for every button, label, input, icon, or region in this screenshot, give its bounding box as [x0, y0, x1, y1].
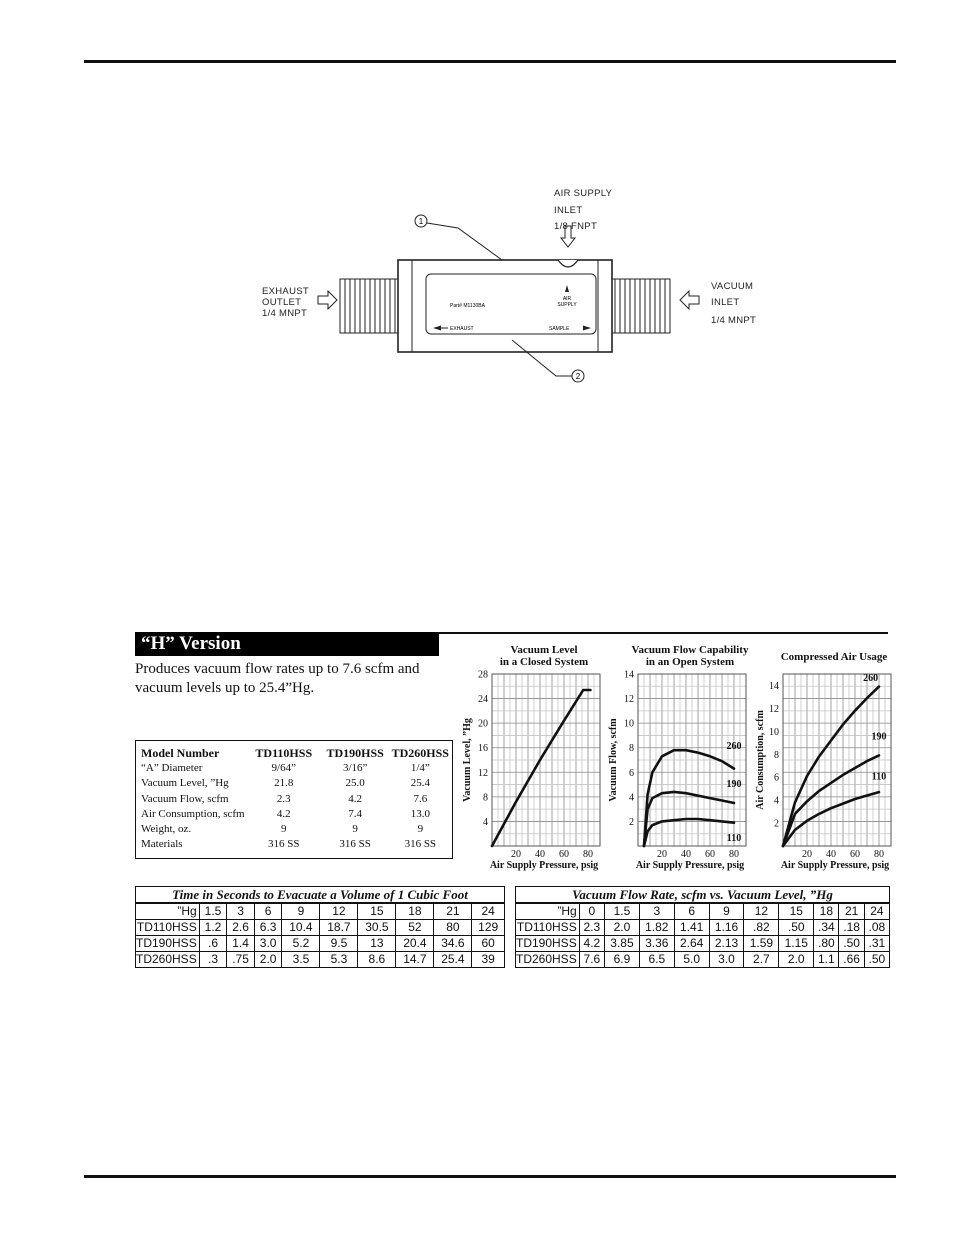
- evac-value-cell: .3: [199, 952, 227, 968]
- exhaust-line: 1/4 MNPT: [262, 308, 308, 319]
- evac-value-cell: 18.7: [320, 920, 358, 936]
- evac-value-cell: 2.6: [227, 920, 255, 936]
- evacuation-grid: [136, 903, 504, 967]
- x-axis-label: Air Supply Pressure, psig: [635, 860, 745, 871]
- spec-header-cell: TD190HSS: [326, 746, 384, 760]
- spec-cell: 316 SS: [339, 838, 371, 851]
- series-label: 110: [726, 833, 742, 845]
- x-tick-label: 80: [729, 849, 739, 860]
- flow-header-cell: 3: [639, 904, 674, 920]
- flow-value-cell: .50: [779, 920, 814, 936]
- evac-row: [136, 936, 504, 952]
- y-tick-label: 6: [774, 772, 779, 784]
- flow-value-cell: 6.5: [639, 952, 674, 968]
- flow-model-cell: TD260HSS: [516, 952, 579, 968]
- spec-cell: 9/64”: [271, 762, 296, 775]
- spec-cell: 7.4: [348, 807, 363, 820]
- flow-value-cell: 1.1: [814, 952, 839, 968]
- spec-cell: 21.8: [274, 777, 294, 790]
- flow-value-cell: 1.41: [674, 920, 709, 936]
- callout-2-text: 2: [575, 372, 581, 381]
- flow-grid: [516, 903, 889, 967]
- spec-cell: 4.2: [276, 807, 291, 820]
- flow-row: [516, 952, 889, 968]
- spec-header-cell: Model Number: [141, 746, 220, 760]
- flow-value-cell: 1.16: [709, 920, 744, 936]
- spec-cell: “A” Diameter: [141, 762, 203, 775]
- evac-value-cell: 20.4: [396, 936, 434, 952]
- spec-row: [141, 807, 452, 822]
- spec-cell: Materials: [141, 838, 183, 851]
- flow-header-cell: ”Hg: [516, 904, 579, 920]
- y-tick-label: 8: [629, 743, 634, 755]
- flow-value-cell: 6.9: [605, 952, 640, 968]
- evac-model-cell: TD260HSS: [136, 952, 199, 968]
- flow-header-cell: 15: [779, 904, 814, 920]
- flow-header-cell: 12: [744, 904, 779, 920]
- spec-row: [141, 776, 452, 791]
- evac-value-cell: 3.0: [254, 936, 282, 952]
- evac-value-cell: 9.5: [320, 936, 358, 952]
- evacuation-table-title: Time in Seconds to Evacuate a Volume of 1 Cubic Foot: [136, 887, 504, 903]
- flow-value-cell: .82: [744, 920, 779, 936]
- air-supply-line: AIR SUPPLY: [554, 188, 613, 199]
- evac-value-cell: 25.4: [434, 952, 472, 968]
- series-label: 260: [863, 672, 879, 684]
- spec-row: [141, 792, 452, 807]
- flow-value-cell: 4.2: [579, 936, 604, 952]
- evac-value-cell: 129: [472, 920, 504, 936]
- air-supply-label: [554, 186, 612, 236]
- y-tick-label: 2: [629, 816, 634, 828]
- vacuum-inlet-label: [711, 279, 756, 329]
- spec-cell: 316 SS: [268, 838, 300, 851]
- evac-value-cell: .6: [199, 936, 227, 952]
- evac-header-cell: 24: [472, 904, 504, 920]
- x-tick-label: 40: [681, 849, 691, 860]
- flow-header-cell: 24: [864, 904, 889, 920]
- vacuum-line: INLET: [711, 297, 740, 308]
- spec-cell: 9: [417, 823, 424, 836]
- evac-value-cell: 39: [472, 952, 504, 968]
- flow-model-cell: TD190HSS: [516, 936, 579, 952]
- evac-value-cell: 30.5: [358, 920, 396, 936]
- y-tick-label: 4: [774, 795, 779, 807]
- x-tick-label: 80: [583, 849, 593, 860]
- flow-value-cell: 1.82: [639, 920, 674, 936]
- flow-value-cell: .34: [814, 920, 839, 936]
- evac-value-cell: 14.7: [396, 952, 434, 968]
- flow-value-cell: 5.0: [674, 952, 709, 968]
- y-tick-label: 20: [478, 718, 488, 730]
- flow-header-row: [516, 904, 889, 920]
- flow-header-cell: 0: [579, 904, 604, 920]
- spec-cell: 7.6: [413, 792, 428, 805]
- evac-value-cell: 5.2: [282, 936, 320, 952]
- x-tick-label: 20: [511, 849, 521, 860]
- y-axis-label: Air Consumption, scfm: [755, 710, 766, 810]
- flow-value-cell: .31: [864, 936, 889, 952]
- evac-value-cell: 6.3: [254, 920, 282, 936]
- series-line: [644, 750, 734, 846]
- flow-value-cell: .18: [839, 920, 864, 936]
- evac-header-cell: ”Hg: [136, 904, 199, 920]
- spec-row: [141, 761, 452, 776]
- spec-cell: 9: [281, 823, 287, 836]
- x-tick-label: 60: [705, 849, 715, 860]
- evac-header-cell: 12: [320, 904, 358, 920]
- flow-value-cell: 1.59: [744, 936, 779, 952]
- spec-cell: 4.2: [348, 792, 363, 805]
- spec-cell: 25.0: [345, 777, 365, 790]
- x-tick-label: 20: [802, 849, 812, 860]
- label-exhaust-text: EXHAUST: [450, 326, 474, 332]
- spec-cell: 2.3: [276, 792, 291, 805]
- evac-row: [136, 920, 504, 936]
- evac-value-cell: 5.3: [320, 952, 358, 968]
- chart-title-line: in a Closed System: [499, 656, 589, 668]
- y-axis-label: Vacuum Flow, scfm: [608, 718, 619, 802]
- y-tick-label: 12: [478, 767, 488, 779]
- bottom-rule: [84, 1175, 896, 1178]
- series-label: 110: [871, 771, 887, 783]
- evac-value-cell: 80: [434, 920, 472, 936]
- y-axis-label: Vacuum Level, ”Hg: [462, 718, 473, 802]
- air-supply-line: INLET: [554, 204, 583, 216]
- spec-cell: Vacuum Level, ”Hg: [141, 777, 229, 790]
- x-axis-label: Air Supply Pressure, psig: [780, 860, 890, 871]
- flow-header-cell: 6: [674, 904, 709, 920]
- exhaust-outlet-label: [262, 286, 309, 319]
- spec-cell: 1/4”: [410, 762, 430, 775]
- flow-value-cell: 2.13: [709, 936, 744, 952]
- flow-value-cell: 3.85: [605, 936, 640, 952]
- spec-header-cell: TD110HSS: [255, 746, 313, 760]
- spec-cell: 316 SS: [404, 838, 437, 851]
- flow-header-cell: 1.5: [605, 904, 640, 920]
- flow-value-cell: 2.7: [744, 952, 779, 968]
- flow-value-cell: .80: [814, 936, 839, 952]
- spec-cell: Vacuum Flow, scfm: [141, 792, 229, 805]
- vacuum-thread-fitting: [610, 279, 670, 333]
- flow-value-cell: 3.36: [639, 936, 674, 952]
- flow-value-cell: 2.0: [779, 952, 814, 968]
- y-tick-label: 4: [483, 816, 488, 828]
- evac-header-row: [136, 904, 504, 920]
- y-tick-label: 8: [483, 792, 488, 804]
- spec-cell: 9: [352, 823, 358, 836]
- spec-cell: Weight, oz.: [141, 823, 192, 836]
- y-tick-label: 16: [478, 743, 488, 755]
- evac-model-cell: TD110HSS: [136, 920, 199, 936]
- vacuum-arrow: [680, 291, 699, 309]
- flow-header-cell: 21: [839, 904, 864, 920]
- chart-title-line: Compressed Air Usage: [780, 651, 888, 663]
- series-label: 260: [726, 740, 742, 752]
- evac-header-cell: 21: [434, 904, 472, 920]
- spec-cell: 25.4: [410, 777, 430, 790]
- evac-value-cell: 1.4: [227, 936, 255, 952]
- vacuum-flow-chart: [604, 668, 752, 876]
- air-supply-line: 1/8 FNPT: [554, 221, 598, 232]
- vacuum-level-chart: [456, 668, 606, 876]
- air-usage-chart: [750, 668, 900, 876]
- evac-header-cell: 3: [227, 904, 255, 920]
- spec-header-row: [141, 746, 452, 761]
- y-tick-label: 10: [769, 726, 779, 738]
- evac-value-cell: 34.6: [434, 936, 472, 952]
- flow-value-cell: 2.64: [674, 936, 709, 952]
- spec-cell: 3/16”: [342, 762, 368, 775]
- spec-cell: 13.0: [410, 807, 430, 820]
- spec-cell: Air Consumption, scfm: [141, 807, 245, 820]
- section-intro: Produces vacuum flow rates up to 7.6 scfm and vacuum levels up to 25.4”Hg.: [135, 661, 420, 696]
- flow-value-cell: 1.15: [779, 936, 814, 952]
- y-tick-label: 14: [769, 680, 779, 692]
- vacuum-generator-diagram: [240, 182, 780, 392]
- evac-value-cell: 52: [396, 920, 434, 936]
- spec-row: [141, 822, 452, 837]
- evacuation-time-table: [135, 886, 505, 968]
- x-tick-label: 20: [657, 849, 667, 860]
- label-supply-text: SUPPLY: [557, 302, 577, 308]
- evac-value-cell: 3.5: [282, 952, 320, 968]
- evac-header-cell: 15: [358, 904, 396, 920]
- vacuum-line: 1/4 MNPT: [711, 315, 757, 326]
- evac-model-cell: TD190HSS: [136, 936, 199, 952]
- y-tick-label: 6: [629, 767, 634, 779]
- chart-title: [470, 644, 618, 668]
- evac-value-cell: 2.0: [254, 952, 282, 968]
- evac-value-cell: 13: [358, 936, 396, 952]
- flow-value-cell: .50: [864, 952, 889, 968]
- flow-value-cell: .08: [864, 920, 889, 936]
- y-tick-label: 4: [629, 792, 634, 804]
- exhaust-arrow: [318, 291, 337, 309]
- flow-value-cell: 2.3: [579, 920, 604, 936]
- callout-1-text: 1: [418, 217, 424, 226]
- chart-title-line: in an Open System: [645, 656, 735, 668]
- flow-rate-table: [515, 886, 890, 968]
- x-tick-label: 60: [850, 849, 860, 860]
- section-rule: [439, 632, 888, 634]
- evac-header-cell: 9: [282, 904, 320, 920]
- evac-value-cell: 10.4: [282, 920, 320, 936]
- y-tick-label: 2: [774, 818, 779, 830]
- y-tick-label: 10: [624, 718, 634, 730]
- evac-row: [136, 952, 504, 968]
- exhaust-line: EXHAUST: [262, 286, 309, 297]
- exhaust-line: OUTLET: [262, 297, 302, 308]
- flow-model-cell: TD110HSS: [516, 920, 579, 936]
- chart-title-line: Vacuum Flow Capability: [631, 644, 749, 656]
- flow-value-cell: .66: [839, 952, 864, 968]
- spec-header-cell: TD260HSS: [391, 746, 449, 760]
- flow-header-cell: 9: [709, 904, 744, 920]
- chart-title: [768, 651, 900, 663]
- series-label: 190: [871, 731, 887, 743]
- flow-row: [516, 920, 889, 936]
- evac-value-cell: 1.2: [199, 920, 227, 936]
- flow-header-cell: 18: [814, 904, 839, 920]
- y-tick-label: 8: [774, 749, 779, 761]
- section-title: “H” Version: [135, 632, 439, 656]
- y-tick-label: 12: [624, 694, 634, 706]
- series-label: 190: [726, 779, 742, 791]
- chart-title-line: Vacuum Level: [510, 644, 578, 656]
- flow-value-cell: 3.0: [709, 952, 744, 968]
- y-tick-label: 12: [769, 703, 779, 715]
- evac-header-cell: 1.5: [199, 904, 227, 920]
- x-tick-label: 40: [535, 849, 545, 860]
- top-rule: [84, 60, 896, 63]
- flow-value-cell: 2.0: [605, 920, 640, 936]
- evac-value-cell: 60: [472, 936, 504, 952]
- x-tick-label: 80: [874, 849, 884, 860]
- flow-value-cell: 7.6: [579, 952, 604, 968]
- x-tick-label: 40: [826, 849, 836, 860]
- flow-table-title: Vacuum Flow Rate, scfm vs. Vacuum Level, ”Hg: [516, 887, 889, 903]
- label-part-text: Part# M1130BA: [450, 303, 485, 309]
- series-line: [644, 819, 734, 846]
- y-tick-label: 28: [478, 669, 488, 681]
- evac-value-cell: 8.6: [358, 952, 396, 968]
- y-tick-label: 14: [624, 669, 634, 681]
- exhaust-thread-fitting: [340, 279, 400, 333]
- label-air-text: AIR: [562, 296, 572, 302]
- flow-row: [516, 936, 889, 952]
- evac-header-cell: 6: [254, 904, 282, 920]
- x-tick-label: 60: [559, 849, 569, 860]
- evac-value-cell: .75: [227, 952, 255, 968]
- spec-row: [141, 837, 452, 852]
- spec-table: [135, 740, 453, 859]
- chart-title: [612, 644, 768, 668]
- vacuum-line: VACUUM: [711, 281, 754, 292]
- flow-value-cell: .50: [839, 936, 864, 952]
- evac-header-cell: 18: [396, 904, 434, 920]
- label-sample-text: SAMPLE: [549, 326, 570, 332]
- y-tick-label: 24: [478, 694, 488, 706]
- x-axis-label: Air Supply Pressure, psig: [489, 860, 599, 871]
